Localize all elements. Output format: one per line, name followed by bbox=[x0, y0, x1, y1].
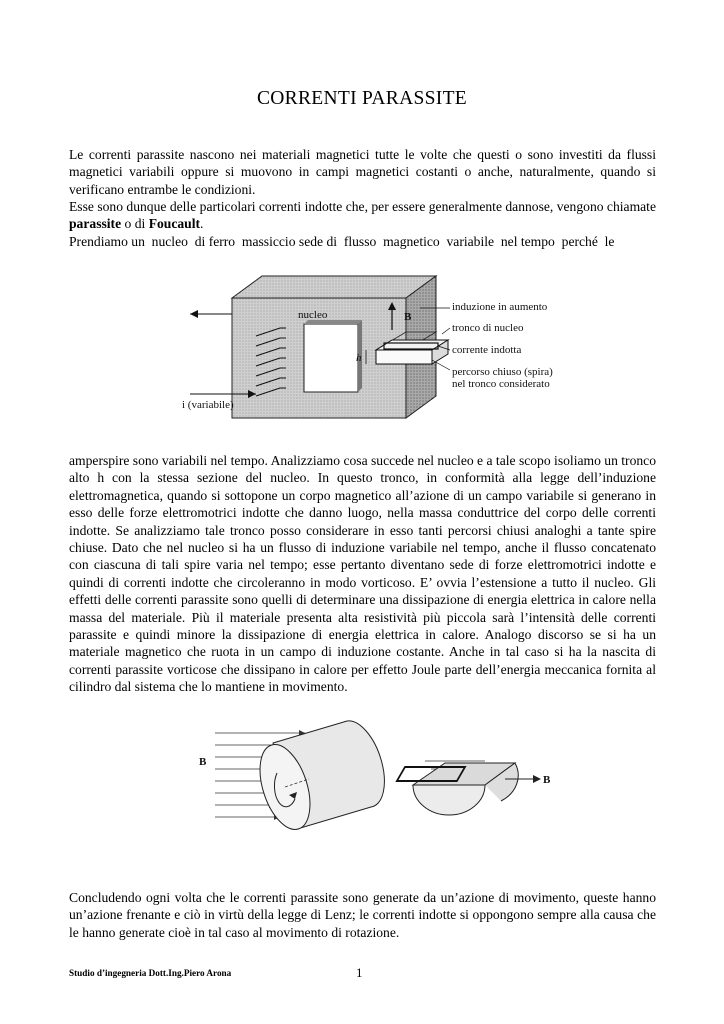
label-corrente: corrente indotta bbox=[452, 344, 522, 356]
term-parassite: parassite bbox=[69, 216, 122, 232]
label-h: h bbox=[356, 352, 362, 364]
lead-arrow-left-icon bbox=[190, 310, 198, 318]
intro-paragraph-1: Le correnti parassite nascono nei materiali magnetici tutte le volte che questi o sono investiti da flussi magnetici variabili oppure si muovono in campi magnetici costanti o anche, naturalmente, quando si verificano entrambe le condizioni. bbox=[69, 147, 656, 197]
figure-iron-core bbox=[170, 268, 560, 428]
core-top-face bbox=[232, 276, 436, 298]
footer-author: Studio d’ingegneria Dott.Ing.Piero Arona bbox=[69, 968, 232, 978]
label-b-left: B bbox=[199, 756, 207, 768]
figure-rotating-cylinder bbox=[185, 715, 565, 840]
half-cylinder-face bbox=[413, 785, 485, 815]
label-nucleo: nucleo bbox=[298, 309, 328, 321]
label-induzione: induzione in aumento bbox=[452, 301, 548, 313]
conclusion-paragraph: Concludendo ogni volta che le correnti parassite sono generate da un’azione di movimento, queste hanno un’azione frenante e ciò in virtù della legge di Lenz; le correnti indotte si oppongono sempre alla causa che le hanno generate cioè in tal caso al movimento di rotazione. bbox=[69, 890, 656, 940]
section-front bbox=[376, 350, 432, 364]
intro-paragraph-3: Prendiamo un nucleo di ferro massiccio sede di flusso magnetico variabile nel tempo perché le bbox=[69, 234, 615, 249]
label-percorso-2: nel tronco considerato bbox=[452, 378, 550, 390]
intro-p2-mid: o di bbox=[121, 216, 149, 232]
label-b: B bbox=[404, 311, 412, 323]
intro-p2-before: Esse sono dunque delle particolari correnti indotte che, per essere generalmente dannose, vengono chiamate bbox=[69, 199, 656, 214]
intro-p2-after: . bbox=[200, 216, 204, 232]
label-i-variabile: i (variabile) bbox=[182, 399, 234, 411]
intro-paragraph-2 bbox=[69, 198, 656, 233]
label-tronco: tronco di nucleo bbox=[452, 322, 524, 334]
term-foucault: Foucault bbox=[148, 216, 201, 232]
page-title: CORRENTI PARASSITE bbox=[256, 88, 467, 109]
label-percorso-1: percorso chiuso (spira) bbox=[452, 366, 553, 378]
label-b-right: B bbox=[543, 774, 551, 786]
body-paragraph: amperspire sono variabili nel tempo. Analizziamo cosa succede nel nucleo e a tale scopo isoliamo un tronco alto h con la stessa sezione del nucleo. In questo tronco, in conformità alla legge dell’induzione elettromagnetica, quando si sottopone un corpo magnetico all’azione di un campo variabile si generano in esso delle forze elettromotrici indotte che danno luogo, nella massa conduttrice del corpo delle correnti indotte. Se analizziamo tale tronco posso considerare in esso tanti percorsi chiusi analoghi a tante spire chiuse. Dato che nel nucleo si ha un flusso di induzione variabile nel tempo, anche il flusso concatenato con ciascuna di tali spire varia nel tempo; esse pertanto diventano sede di forze elettromotrici indotte e quindi di correnti indotte che circoleranno in modo vorticoso. E’ ovvia l’estensione a tutto il nucleo. Gli effetti delle correnti parassite sono quelli di determinare una dissipazione di energia elettrica in calore nella massa del materiale. Più il materiale presenta alta resistività più piccola sarà l’intensità delle correnti parassite e quindi minore la dissipazione di energia elettrica in calore. Analogo discorso se si ha un materiale magnetico che ruota in un campo di induzione costante. Anche in tal caso si ha la nascita di correnti parassite vorticose che dissipano in calore per effetto Joule parte dell’energia meccanica fornita al cilindro dal sistema che lo mantiene in movimento. bbox=[69, 453, 656, 695]
page-number: 1 bbox=[356, 965, 363, 980]
b-arrow-right-icon bbox=[533, 775, 541, 783]
